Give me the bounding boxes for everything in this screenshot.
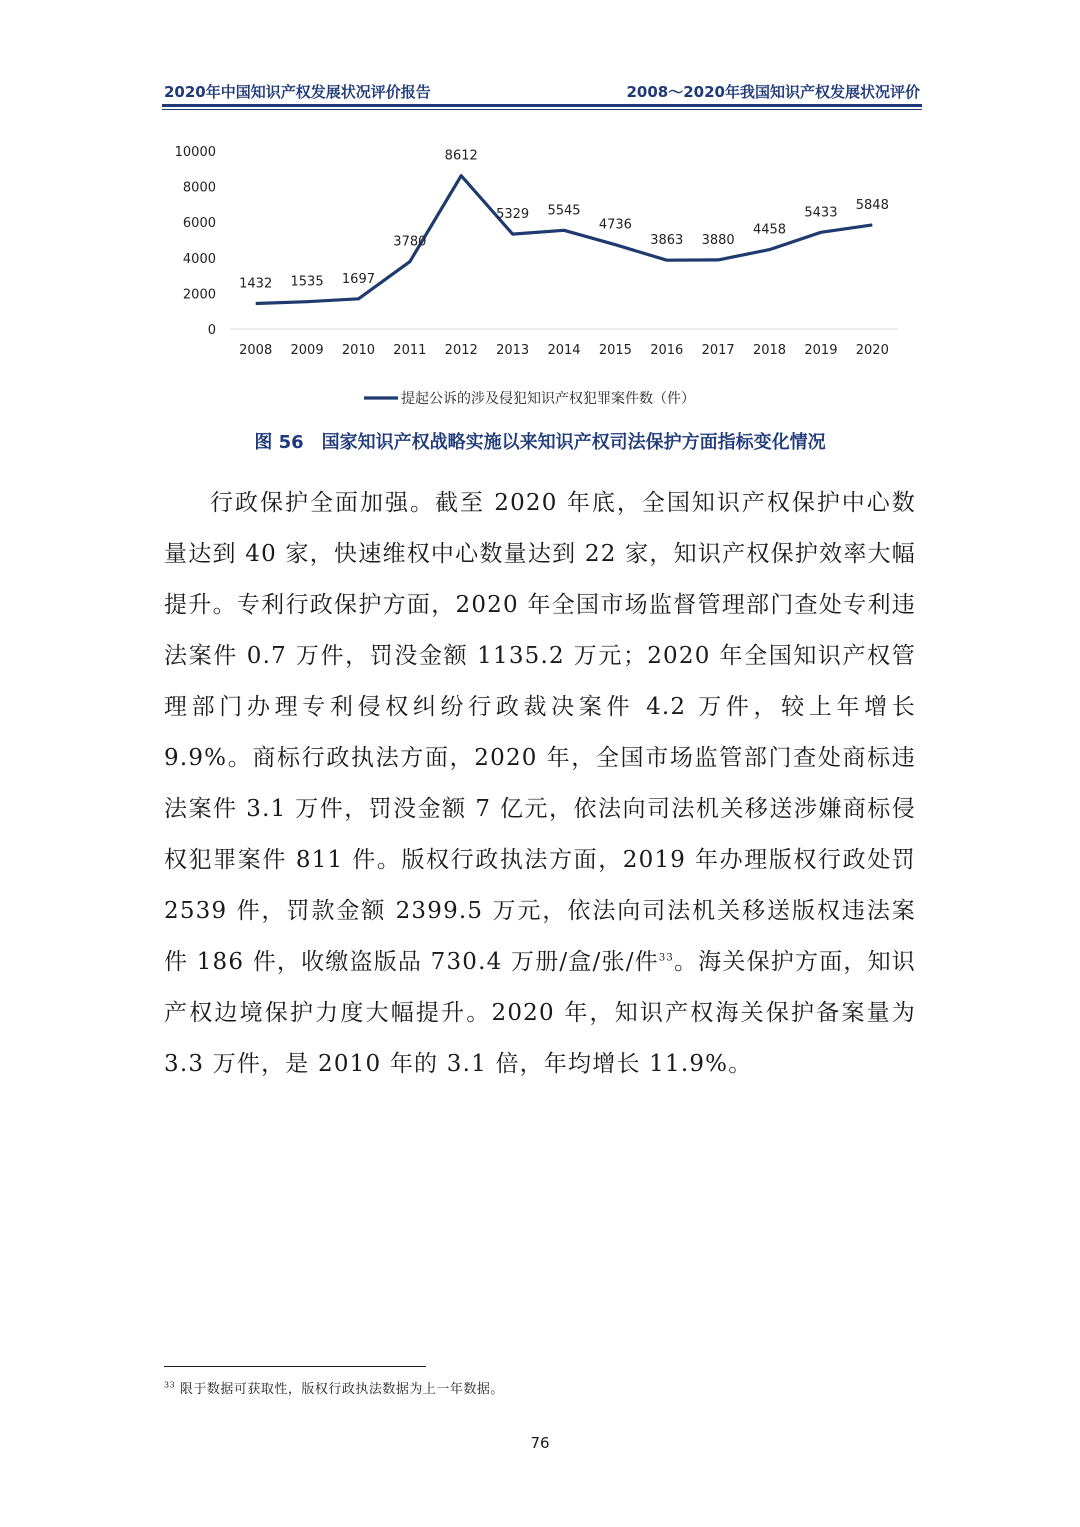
data-label: 3780	[393, 234, 427, 250]
paragraph	[164, 478, 916, 1090]
legend	[364, 390, 695, 407]
x-tick-label: 2014	[547, 343, 581, 358]
y-tick-label: 0	[207, 323, 216, 338]
data-label: 1697	[341, 271, 376, 287]
x-tick-label: 2013	[496, 343, 530, 358]
footnote-text: 限于数据可获取性，版权行政执法数据为上一年数据。	[179, 1382, 504, 1397]
chart-svg	[160, 130, 920, 420]
y-axis	[175, 145, 216, 338]
y-tick-label: 6000	[182, 216, 216, 232]
y-tick-label: 8000	[182, 180, 216, 196]
paragraph-text: 行政保护全面加强。截至 2020 年底，全国知识产权保护中心数量达到 40 家，快速维权中心数量达到 22 家，知识产权保护效率大幅提升。专利行政保护方面，2020 年全国市场监督管理部门查处专利违法案件 0.7 万件，罚没金额 1135.2 万元；2020 年全国知识产权管理部门办理专利侵权纠纷行政裁决案件 4.2 万件，较上年增长 9.9%。商标行政执法方面，2020 年，全国市场监管部门查处商标违法案件 3.1 万件，罚没金额 7 亿元，依法向司法机关移送涉嫌商标侵权犯罪案件 811 件。版权行政执法方面，2019 年办理版权行政处罚 2539 件，罚款金额 2399.5 万元，依法向司法机关移送版权违法案件 186 件，收缴盗版品 730.4 万册/盒/张/件	[164, 490, 916, 975]
footnote	[164, 1378, 504, 1397]
legend-label: 提起公诉的涉及侵犯知识产权犯罪案件数（件）	[401, 391, 695, 407]
header-rule	[162, 104, 922, 110]
data-label: 4736	[598, 217, 632, 233]
x-tick-label: 2020	[855, 343, 889, 358]
x-tick-label: 2009	[290, 343, 324, 358]
figure-caption: 图 56 国家知识产权战略实施以来知识产权司法保护方面指标变化情况	[254, 432, 826, 453]
x-tick-label: 2016	[650, 343, 684, 358]
footnote-number: 33	[164, 1380, 176, 1390]
data-label: 4458	[752, 222, 787, 238]
line-chart	[160, 130, 920, 420]
data-label: 3880	[701, 232, 735, 248]
y-tick-label: 4000	[182, 251, 216, 267]
data-label: 8612	[444, 148, 478, 164]
data-label: 1432	[239, 276, 273, 292]
y-tick-label: 2000	[182, 287, 216, 303]
header-left: 2020年中国知识产权发展状况评价报告	[164, 83, 431, 101]
body-text	[164, 478, 916, 1090]
data-label: 3863	[650, 233, 684, 249]
x-tick-label: 2017	[701, 343, 735, 358]
x-tick-label: 2011	[393, 343, 427, 358]
data-label: 5329	[496, 207, 530, 223]
data-labels	[239, 149, 889, 292]
x-tick-label: 2018	[752, 343, 787, 358]
data-label: 5433	[804, 205, 838, 221]
x-tick-label: 2008	[239, 343, 273, 358]
footnote-rule	[164, 1366, 426, 1367]
x-axis	[239, 343, 889, 358]
y-tick-label: 10000	[174, 145, 216, 160]
x-tick-label: 2012	[444, 343, 478, 358]
data-label: 5545	[547, 203, 581, 219]
running-header	[164, 76, 920, 102]
x-tick-label: 2019	[804, 343, 838, 358]
footnote-ref: 33	[658, 952, 674, 964]
data-label: 5848	[855, 197, 889, 213]
data-label: 1535	[290, 274, 324, 290]
header-right: 2008～2020年我国知识产权发展状况评价	[626, 83, 920, 101]
paragraph-tail: 。海关保护方面，知识产权边境保护力度大幅提升。2020 年，知识产权海关保护备案量为 3.3 万件，是 2010 年的 3.1 倍，年均增长 11.9%。	[164, 949, 916, 1077]
x-tick-label: 2015	[598, 343, 632, 358]
page-number: 76	[530, 1434, 550, 1452]
x-tick-label: 2010	[341, 343, 376, 358]
